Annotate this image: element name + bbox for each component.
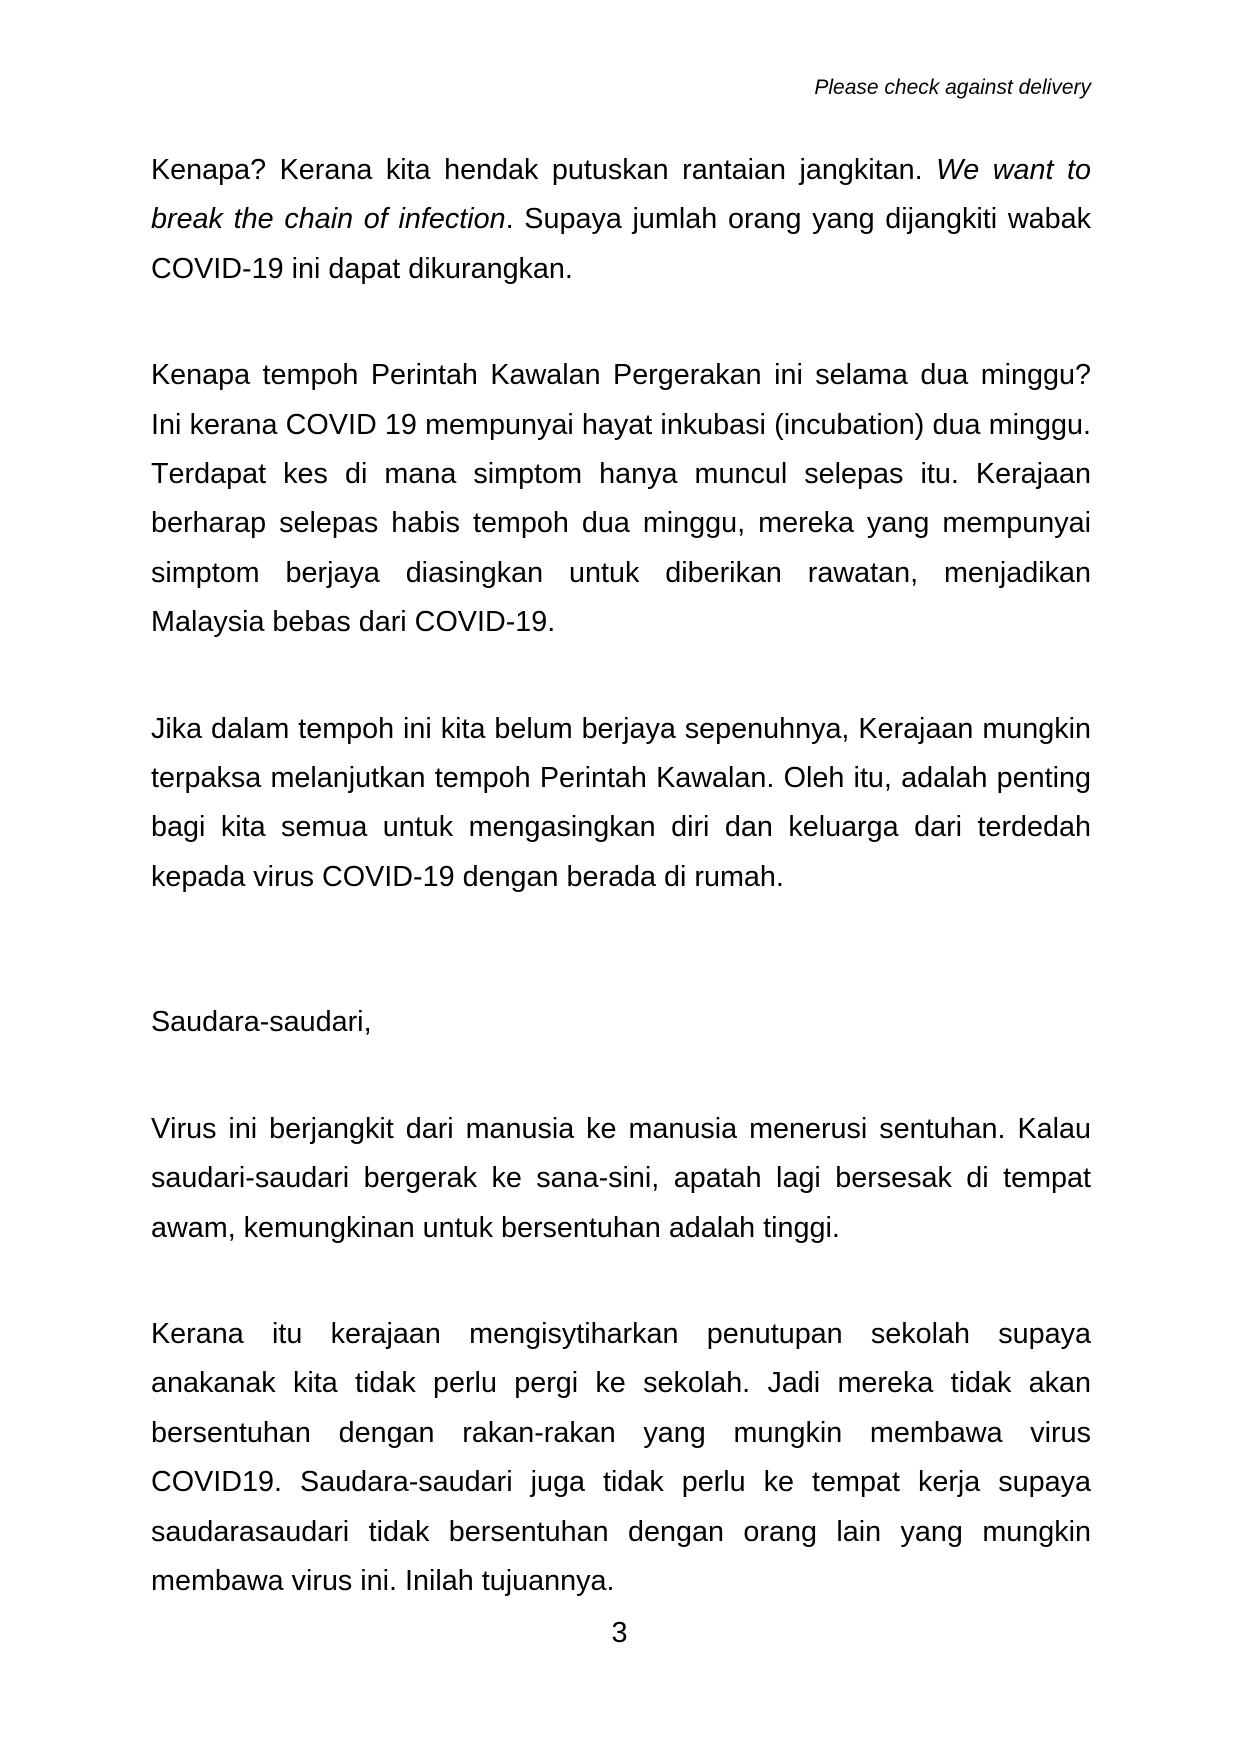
document-body bbox=[151, 146, 1091, 1663]
paragraph-5: Virus ini berjangkit dari manusia ke manusia menerusi sentuhan. Kalau saudari-saudari bergerak ke sana-sini, apatah lagi bersesak di tempat awam, kemungkinan untuk bersentuhan adalah tinggi. bbox=[151, 1112, 1091, 1244]
paragraph-1-text-after: . Supaya jumlah orang yang dijangkiti wabak COVID-19 ini dapat dikurangkan. bbox=[151, 203, 1092, 285]
paragraph-1 bbox=[151, 146, 1091, 294]
paragraph-3: Jika dalam tempoh ini kita belum berjaya sepenuhnya, Kerajaan mungkin terpaksa melanjutkan tempoh Perintah Kawalan. Oleh itu, adalah penting bagi kita semua untuk mengasingkan diri dan keluarga dari terdedah kepada virus COVID-19 dengan berada di rumah. bbox=[151, 712, 1091, 893]
paragraph-6: Kerana itu kerajaan mengisytiharkan penutupan sekolah supaya anakanak kita tidak perlu pergi ke sekolah. Jadi mereka tidak akan bersentuhan dengan rakan-rakan yang mungkin membawa virus COVID19. Saudara-saudari juga tidak perlu ke tempat kerja supaya saudarasaudari tidak bersentuhan dengan orang lain yang mungkin membawa virus ini. Inilah tujuannya. bbox=[151, 1317, 1091, 1597]
page-number: 3 bbox=[611, 1617, 628, 1649]
header-note: Please check against delivery bbox=[814, 76, 1091, 99]
paragraph-1-text-before: Kenapa? Kerana kita hendak putuskan rantaian jangkitan. bbox=[151, 154, 937, 186]
paragraph-2: Kenapa tempoh Perintah Kawalan Pergerakan ini selama dua minggu? Ini kerana COVID 19 mempunyai hayat inkubasi (incubation) dua minggu. Terdapat kes di mana simptom hanya muncul selepas itu. Kerajaan berharap selepas habis tempoh dua minggu, mereka yang mempunyai simptom berjaya diasingkan untuk diberikan rawatan, menjadikan Malaysia bebas dari COVID-19. bbox=[151, 359, 1091, 639]
paragraph-1-italic-quote: We want to break the chain of infection bbox=[151, 154, 1091, 236]
salutation: Saudara-saudari, bbox=[151, 1006, 372, 1039]
